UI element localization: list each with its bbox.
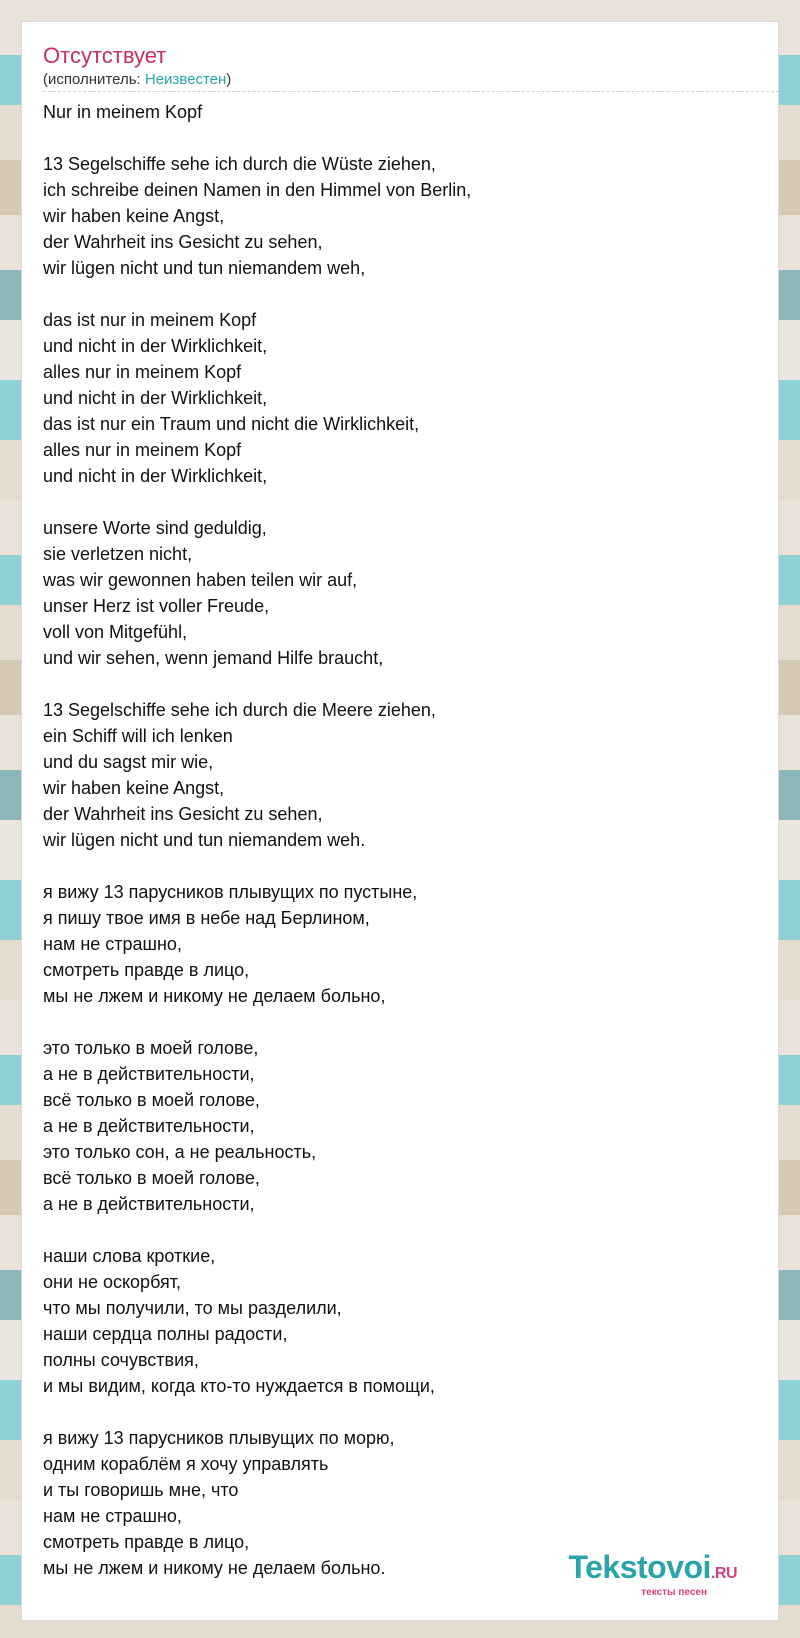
lyric-line: 13 Segelschiffe sehe ich durch die Wüste ziehen,	[43, 154, 436, 174]
lyric-line: это только в моей голове,	[43, 1038, 259, 1058]
stanza-break	[43, 489, 779, 515]
lyric-line: и мы видим, когда кто-то нуждается в помощи,	[43, 1376, 435, 1396]
lyric-line: смотреть правде в лицо,	[43, 1532, 250, 1552]
lyric-line: я пишу твое имя в небе над Берлином,	[43, 908, 370, 928]
lyric-line: я вижу 13 парусников плывущих по морю,	[43, 1428, 395, 1448]
lyric-line: unser Herz ist voller Freude,	[43, 596, 270, 616]
stanza-break	[43, 125, 779, 151]
stanza-break	[43, 281, 779, 307]
song-header	[43, 41, 779, 92]
lyric-line: одним кораблём я хочу управлять	[43, 1454, 329, 1474]
stanza-break	[43, 1217, 779, 1243]
lyric-line: und nicht in der Wirklichkeit,	[43, 388, 268, 408]
lyrics-text	[43, 99, 779, 1581]
lyric-line: Nur in meinem Kopf	[43, 102, 203, 122]
stanza-break	[43, 1399, 779, 1425]
lyric-line: ein Schiff will ich lenken	[43, 726, 233, 746]
lyric-line: alles nur in meinem Kopf	[43, 440, 242, 460]
logo-wordmark	[568, 1550, 737, 1591]
lyric-line: voll von Mitgefühl,	[43, 622, 188, 642]
lyric-line: ich schreibe deinen Namen in den Himmel von Berlin,	[43, 180, 472, 200]
lyric-line: а не в действительности,	[43, 1116, 255, 1136]
lyric-line: они не оскорбят,	[43, 1272, 181, 1292]
artist-suffix: )	[226, 71, 232, 88]
lyric-line: der Wahrheit ins Gesicht zu sehen,	[43, 804, 323, 824]
lyric-line: der Wahrheit ins Gesicht zu sehen,	[43, 232, 323, 252]
artist-link[interactable]: Неизвестен	[144, 71, 227, 88]
lyric-line: и ты говоришь мне, что	[43, 1480, 239, 1500]
stanza-break	[43, 671, 779, 697]
artist-prefix: (исполнитель:	[43, 71, 145, 88]
lyric-line: alles nur in meinem Kopf	[43, 362, 242, 382]
lyric-line: всё только в моей голове,	[43, 1090, 260, 1110]
lyric-line: unsere Worte sind geduldig,	[43, 518, 267, 538]
logo-subtitle: тексты песен	[641, 1587, 707, 1598]
lyric-line: смотреть правде в лицо,	[43, 960, 250, 980]
lyrics-page	[21, 21, 779, 1621]
lyric-line: наши слова кроткие,	[43, 1246, 216, 1266]
lyric-line: мы не лжем и никому не делаем больно.	[43, 1558, 386, 1578]
lyric-line: 13 Segelschiffe sehe ich durch die Meere ziehen,	[43, 700, 436, 720]
lyric-line: мы не лжем и никому не делаем больно,	[43, 986, 386, 1006]
lyric-line: что мы получили, то мы разделили,	[43, 1298, 342, 1318]
lyric-line: а не в действительности,	[43, 1064, 255, 1084]
logo-main-text: Tekstovoi	[568, 1549, 711, 1585]
stanza-break	[43, 1009, 779, 1035]
song-title: Отсутствует	[43, 43, 167, 68]
lyric-line: das ist nur ein Traum und nicht die Wirklichkeit,	[43, 414, 420, 434]
lyric-line: нам не страшно,	[43, 934, 182, 954]
lyric-line: я вижу 13 парусников плывущих по пустыне,	[43, 882, 418, 902]
lyric-line: wir lügen nicht und tun niemandem weh.	[43, 830, 366, 850]
lyric-line: полны сочувствия,	[43, 1350, 199, 1370]
lyric-line: und nicht in der Wirklichkeit,	[43, 336, 268, 356]
lyric-line: это только сон, а не реальность,	[43, 1142, 317, 1162]
lyric-line: а не в действительности,	[43, 1194, 255, 1214]
stanza-break	[43, 853, 779, 879]
lyric-line: wir lügen nicht und tun niemandem weh,	[43, 258, 366, 278]
lyric-line: wir haben keine Angst,	[43, 206, 225, 226]
lyric-line: всё только в моей голове,	[43, 1168, 260, 1188]
site-logo[interactable]	[568, 1550, 737, 1598]
artist-line	[43, 71, 779, 92]
lyric-line: und wir sehen, wenn jemand Hilfe braucht,	[43, 648, 384, 668]
lyric-line: und du sagst mir wie,	[43, 752, 214, 772]
lyric-line: was wir gewonnen haben teilen wir auf,	[43, 570, 358, 590]
lyric-line: das ist nur in meinem Kopf	[43, 310, 257, 330]
lyric-line: наши сердца полны радости,	[43, 1324, 288, 1344]
lyric-line: wir haben keine Angst,	[43, 778, 225, 798]
lyric-line: sie verletzen nicht,	[43, 544, 193, 564]
lyric-line: нам не страшно,	[43, 1506, 182, 1526]
lyric-line: und nicht in der Wirklichkeit,	[43, 466, 268, 486]
logo-tld-text: .RU	[710, 1565, 737, 1582]
